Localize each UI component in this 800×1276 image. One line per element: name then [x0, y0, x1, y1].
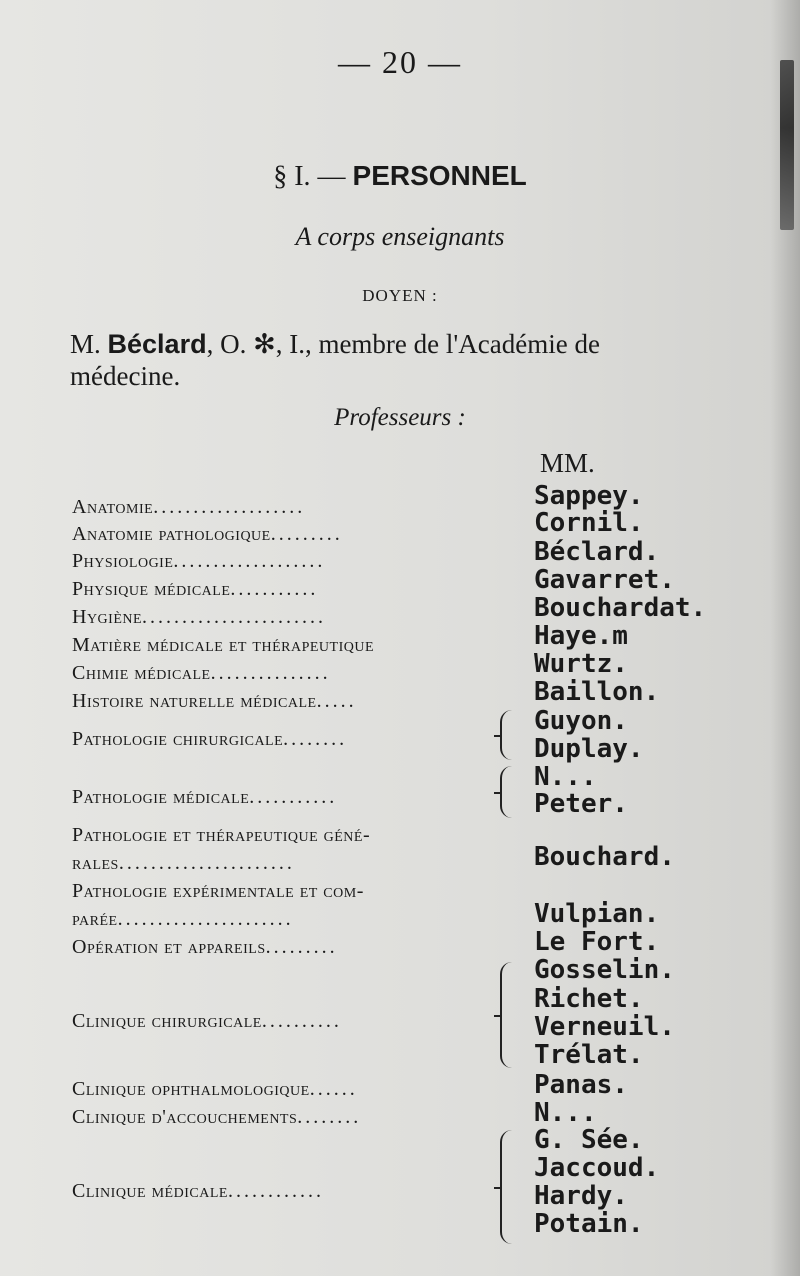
chair-label-text: Clinique médicale [72, 1180, 228, 1202]
chair-label [72, 906, 492, 933]
doyen-suffix-line1: , O. ✻, I., membre de l'Académie de [206, 329, 600, 359]
chair-label [72, 494, 492, 521]
chair-label [72, 1104, 492, 1131]
chair-label-text: Opération et appareils [72, 936, 266, 958]
chair-label-text: Histoire naturelle médicale [72, 690, 317, 712]
chair-label-text: Anatomie [72, 496, 154, 518]
professor-name: Richet. [534, 984, 644, 1014]
leader-dots: ........... [249, 786, 338, 808]
chair-label [72, 1008, 492, 1035]
leader-dots: ........ [283, 728, 348, 750]
leader-dots: ................... [173, 550, 326, 572]
doyen-suffix-line2: médecine. [70, 361, 181, 391]
chair-label-text: Clinique d'accouchements [72, 1106, 298, 1128]
chair-label [72, 1076, 492, 1103]
doyen-heading: DOYEN : [362, 286, 438, 305]
professor-name: Guyon. [534, 706, 628, 736]
professor-name: Bouchard. [534, 842, 675, 872]
professor-name: Sappey. [534, 481, 644, 511]
chair-label [72, 726, 492, 753]
professor-name: Panas. [534, 1070, 628, 1100]
professor-name: Béclard. [534, 537, 660, 567]
professor-name: Verneuil. [534, 1012, 675, 1042]
professor-name: Trélat. [534, 1040, 644, 1070]
chair-label-line1: Pathologie expérimentale et com- [72, 880, 364, 902]
chair-label [72, 521, 492, 548]
professor-name: Potain. [534, 1209, 644, 1239]
subtitle: A corps enseignants [295, 222, 505, 251]
professor-name: Cornil. [534, 508, 644, 538]
chair-label [72, 934, 492, 961]
chair-label-text: Clinique ophthalmologique [72, 1078, 310, 1100]
chair-label-text: rales [72, 852, 119, 874]
chair-label [72, 660, 492, 687]
professor-name: Jaccoud. [534, 1153, 660, 1183]
leader-dots: ..... [316, 690, 357, 712]
section-title-prefix: § I. — [273, 161, 346, 192]
chair-label-text: Clinique chirurgicale [72, 1010, 262, 1032]
chair-label [72, 604, 492, 631]
leader-dots: ............ [227, 1180, 324, 1202]
grouping-brace [500, 1130, 516, 1244]
chair-label-text: Chimie médicale [72, 662, 211, 684]
professor-name: Gosselin. [534, 955, 675, 985]
professor-name: Gavarret. [534, 565, 675, 595]
chair-label [72, 688, 492, 715]
chair-label-line1: Pathologie et thérapeutique géné- [72, 824, 371, 846]
chair-label-text: Hygiène [72, 606, 143, 628]
chair-label-text: Pathologie chirurgicale [72, 728, 284, 750]
professor-name: Hardy. [534, 1181, 628, 1211]
doyen-name: Béclard [107, 329, 207, 359]
page-number: — 20 — [338, 44, 462, 80]
chair-label [72, 850, 492, 877]
grouping-brace [500, 766, 516, 818]
leader-dots: ........ [297, 1106, 362, 1128]
page-edge-tear [780, 60, 794, 230]
leader-dots: ............... [210, 662, 331, 684]
leader-dots: .......... [261, 1010, 342, 1032]
doyen-paragraph [70, 328, 750, 392]
leader-dots: ......... [265, 936, 338, 958]
chair-label [72, 548, 492, 575]
professor-name: G. Sée. [534, 1125, 644, 1155]
professor-name: Wurtz. [534, 649, 628, 679]
chair-label-text: Pathologie médicale [72, 786, 250, 808]
professor-name: Bouchardat. [534, 593, 707, 623]
professor-name: Vulpian. [534, 899, 660, 929]
professor-name: N... [534, 762, 597, 792]
chair-label [72, 632, 492, 659]
leader-dots: ....................... [142, 606, 327, 628]
leader-dots: ........... [230, 578, 319, 600]
professor-name: N... [534, 1098, 597, 1128]
section-title [0, 160, 800, 193]
chair-label-text: Matière médicale et thérapeutique [72, 634, 375, 656]
grouping-brace [500, 710, 516, 760]
professor-name: Duplay. [534, 734, 644, 764]
leader-dots: ......... [270, 523, 343, 545]
grouping-brace [500, 962, 516, 1068]
chair-label-text: parée [72, 908, 118, 930]
chair-label-text: Anatomie pathologique [72, 523, 271, 545]
chair-label [72, 576, 492, 603]
professor-name: Baillon. [534, 677, 660, 707]
chair-label-text: Physique médicale [72, 578, 231, 600]
professeurs-heading: Professeurs : [334, 404, 466, 431]
leader-dots: ...................... [117, 908, 294, 930]
professor-name: Peter. [534, 789, 628, 819]
leader-dots: ...................... [118, 852, 295, 874]
chair-label-text: Physiologie [72, 550, 174, 572]
doyen-prefix: M. [70, 329, 101, 359]
chair-label [72, 784, 492, 811]
chair-label [72, 1178, 492, 1205]
section-title-main: PERSONNEL [352, 160, 527, 191]
mm-label: MM. [540, 448, 595, 478]
professor-name: Le Fort. [534, 927, 660, 957]
professor-name: Haye.m [534, 621, 628, 651]
leader-dots: ...... [309, 1078, 358, 1100]
leader-dots: ................... [153, 496, 306, 518]
